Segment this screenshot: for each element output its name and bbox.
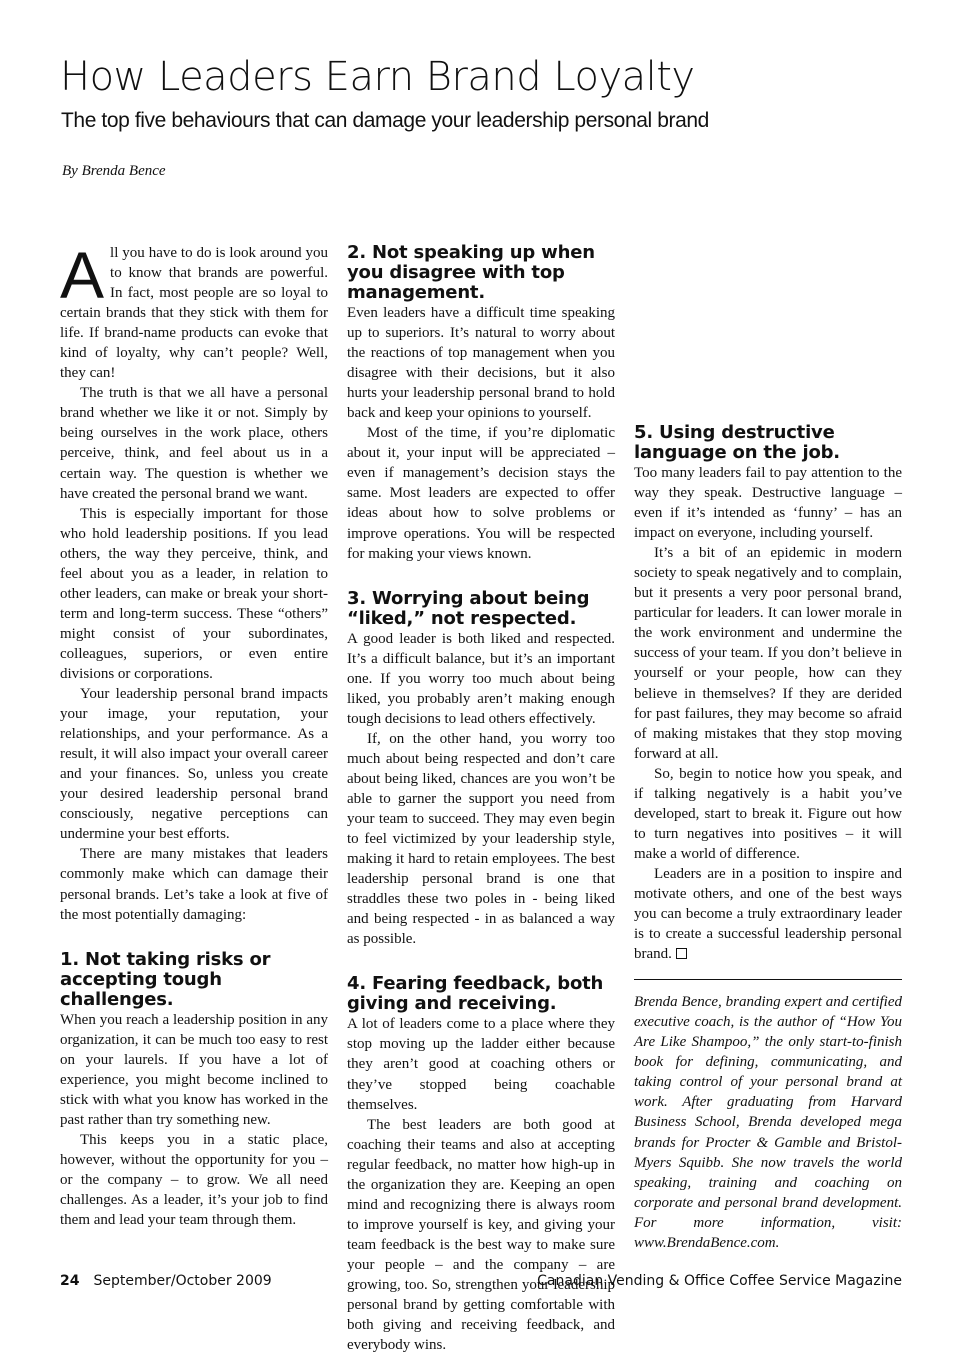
column-1 [60,238,328,1230]
issue-date: September/October 2009 [93,1273,272,1289]
section-5-heading: 5. Using destructive language on the job. [634,422,840,463]
section-4-heading: 4. Fearing feedback, both giving and receiving. [347,973,604,1015]
section-5-paragraph-2: It’s a bit of an epidemic in modern society to speak negatively and to complain, but it presents a very poor personal brand, particular for leaders. It can lower morale in the work environment and undermine the success of your team. If you don’t believe in yourself or your people, how can they believe in themselves? If they are derided for past failures, they may become so afraid of making mistakes that they stop moving forward at all. [634,545,902,762]
section-4-paragraph-2-text: The best leaders are both good at coaching their teams and also at accepting regular feedback, no matter how high-up in the organization they are. Keeping an open mind and recognizing there is always room to improve yourself is key, and giving your team feedback is the best way to make sure your people – and the company – are growing, too. So, strengthen your leadership personal brand by getting comfortable with both giving and receiving feedback, and everybody wins. [347,1116,615,1354]
page-number: 24 [60,1273,80,1289]
drop-cap: A [60,238,105,312]
section-2-paragraph-1: Even leaders have a difficult time speaking up to superiors. It’s natural to worry about the reactions of top management when you disagree with their decisions, but it also hurts your leadership personal brand to hold back and keep your opinions to yourself. [347,305,615,422]
end-mark-icon [676,948,687,959]
section-3-heading: 3. Worrying about being “liked,” not respected. [347,587,590,629]
article-title: How Leaders Earn Brand Loyalty [60,54,695,100]
section-1-heading: 1. Not taking risks or accepting tough challenges. [60,948,271,1010]
footer-left [60,1273,272,1289]
section-4-paragraph-2 [347,1115,615,1355]
section-5-paragraph-3: So, begin to notice how you speak, and if talking negatively is a habit you’ve developed, start to break it. Figure out how to turn negatives into positives – it will make a world of difference. [634,765,902,862]
intro-paragraph-1-text: ll you have to do is look around you to know that brands are powerful. In fact, most people are so loyal to certain brands that they stick with them for life. If brand-name products can evoke that kind of loyalty, why can’t people? Well, they can! [60,245,328,382]
intro-paragraph-5: There are many mistakes that leaders commonly make which can damage their personal brands. Let’s take a look at five of the most potentially damaging: [60,846,328,923]
section-5-paragraph-4-text: Leaders are in a position to inspire and motivate others, and one of the best ways you can become a truly extraordinary leader is to create a successful leadership personal brand. [634,865,902,963]
intro-paragraph-3: This is especially important for those who hold leadership positions. If you lead others, the way they perceive, think, and feel about you as a leader, in relation to other leaders, can make or break your short-term and long-term success. These “others” might consist of your subordinates, colleagues, superiors, or even entire divisions or corporations. [60,505,328,682]
intro-paragraph-4: Your leadership personal brand impacts your image, your reputation, your relationships, and your performance. As a result, it will also impact your overall career and your finances. So, unless you create your desired leadership personal brand consciously, negative perceptions can undermine your best efforts. [60,686,328,843]
bio-divider [634,979,902,980]
section-5-paragraph-4 [634,864,902,964]
intro-paragraph-1 [60,238,328,383]
column-3-content [634,423,902,1253]
section-1-paragraph-1: When you reach a leadership position in any organization, it can be much too easy to rest on your laurels. If you have a lot of experience, you might become inclined to stick with what you know has worked in the past rather than try something new. [60,1011,328,1128]
page-footer [60,1273,902,1289]
publication-name: Canadian Vending & Office Coffee Service Magazine [537,1273,902,1289]
byline: By Brenda Bence [62,163,166,179]
section-1-paragraph-2: This keeps you in a static place, however, without the opportunity for you – or the company – to grow. We all need challenges. As a leader, it’s your job to find them and lead your team through them. [60,1131,328,1229]
section-2-paragraph-2: Most of the time, if you’re diplomatic about it, your input will be appreciated – even if management’s decision stays the same. Most leaders are expected to offer ideas about how to solve problems or improve operations. You will be respected for making your views known. [347,425,615,562]
section-3-paragraph-1: A good leader is both liked and respected. It’s a difficult balance, but it’s an important one. If you worry too much about being liked, you probably aren’t making enough tough decisions to lead others effectively. [347,630,615,727]
section-4-paragraph-1: A lot of leaders come to a place where they stop moving up the ladder either because they aren’t good at coaching others or they’ve stopped being coachable themselves. [347,1016,615,1113]
intro-paragraph-2: The truth is that we all have a personal brand whether we like it or not. Simply by being ourselves in the work place, others perceive, think, and feel about us in a certain way. The question is whether we have created the personal brand we want. [60,385,328,502]
article-subtitle: The top five behaviours that can damage your leadership personal brand [61,109,709,132]
column-2 [347,243,615,1355]
author-bio: Brenda Bence, branding expert and certified executive coach, is the author of “How You Are Like Shampoo,” the only start-to-finish book for defining, communicating, and taking control of your personal brand at work. After graduating from Harvard Business School, Brenda developed mega brands for Procter & Gamble and Bristol-Myers Squibb. She now travels the world speaking, training and coaching on corporate and personal brand development. For more information, visit: www.BrendaBence.com. [634,994,902,1251]
section-3-paragraph-2: If, on the other hand, you worry too much about being respected and don’t care about being liked, chances are you won’t be able to garner the support you need from your team to succeed. They may even begin to feel victimized by your leadership style, making it hard to retain employees. The best leadership personal brand is one that straddles these two poles in - being liked and being respected - in as balanced a way as possible. [347,730,615,948]
section-5-paragraph-1: Too many leaders fail to pay attention to the way they speak. Destructive language – even if it’s intended as ‘funny’ – has an impact on everyone, including yourself. [634,465,902,542]
section-2-heading: 2. Not speaking up when you disagree with top management. [347,242,595,303]
